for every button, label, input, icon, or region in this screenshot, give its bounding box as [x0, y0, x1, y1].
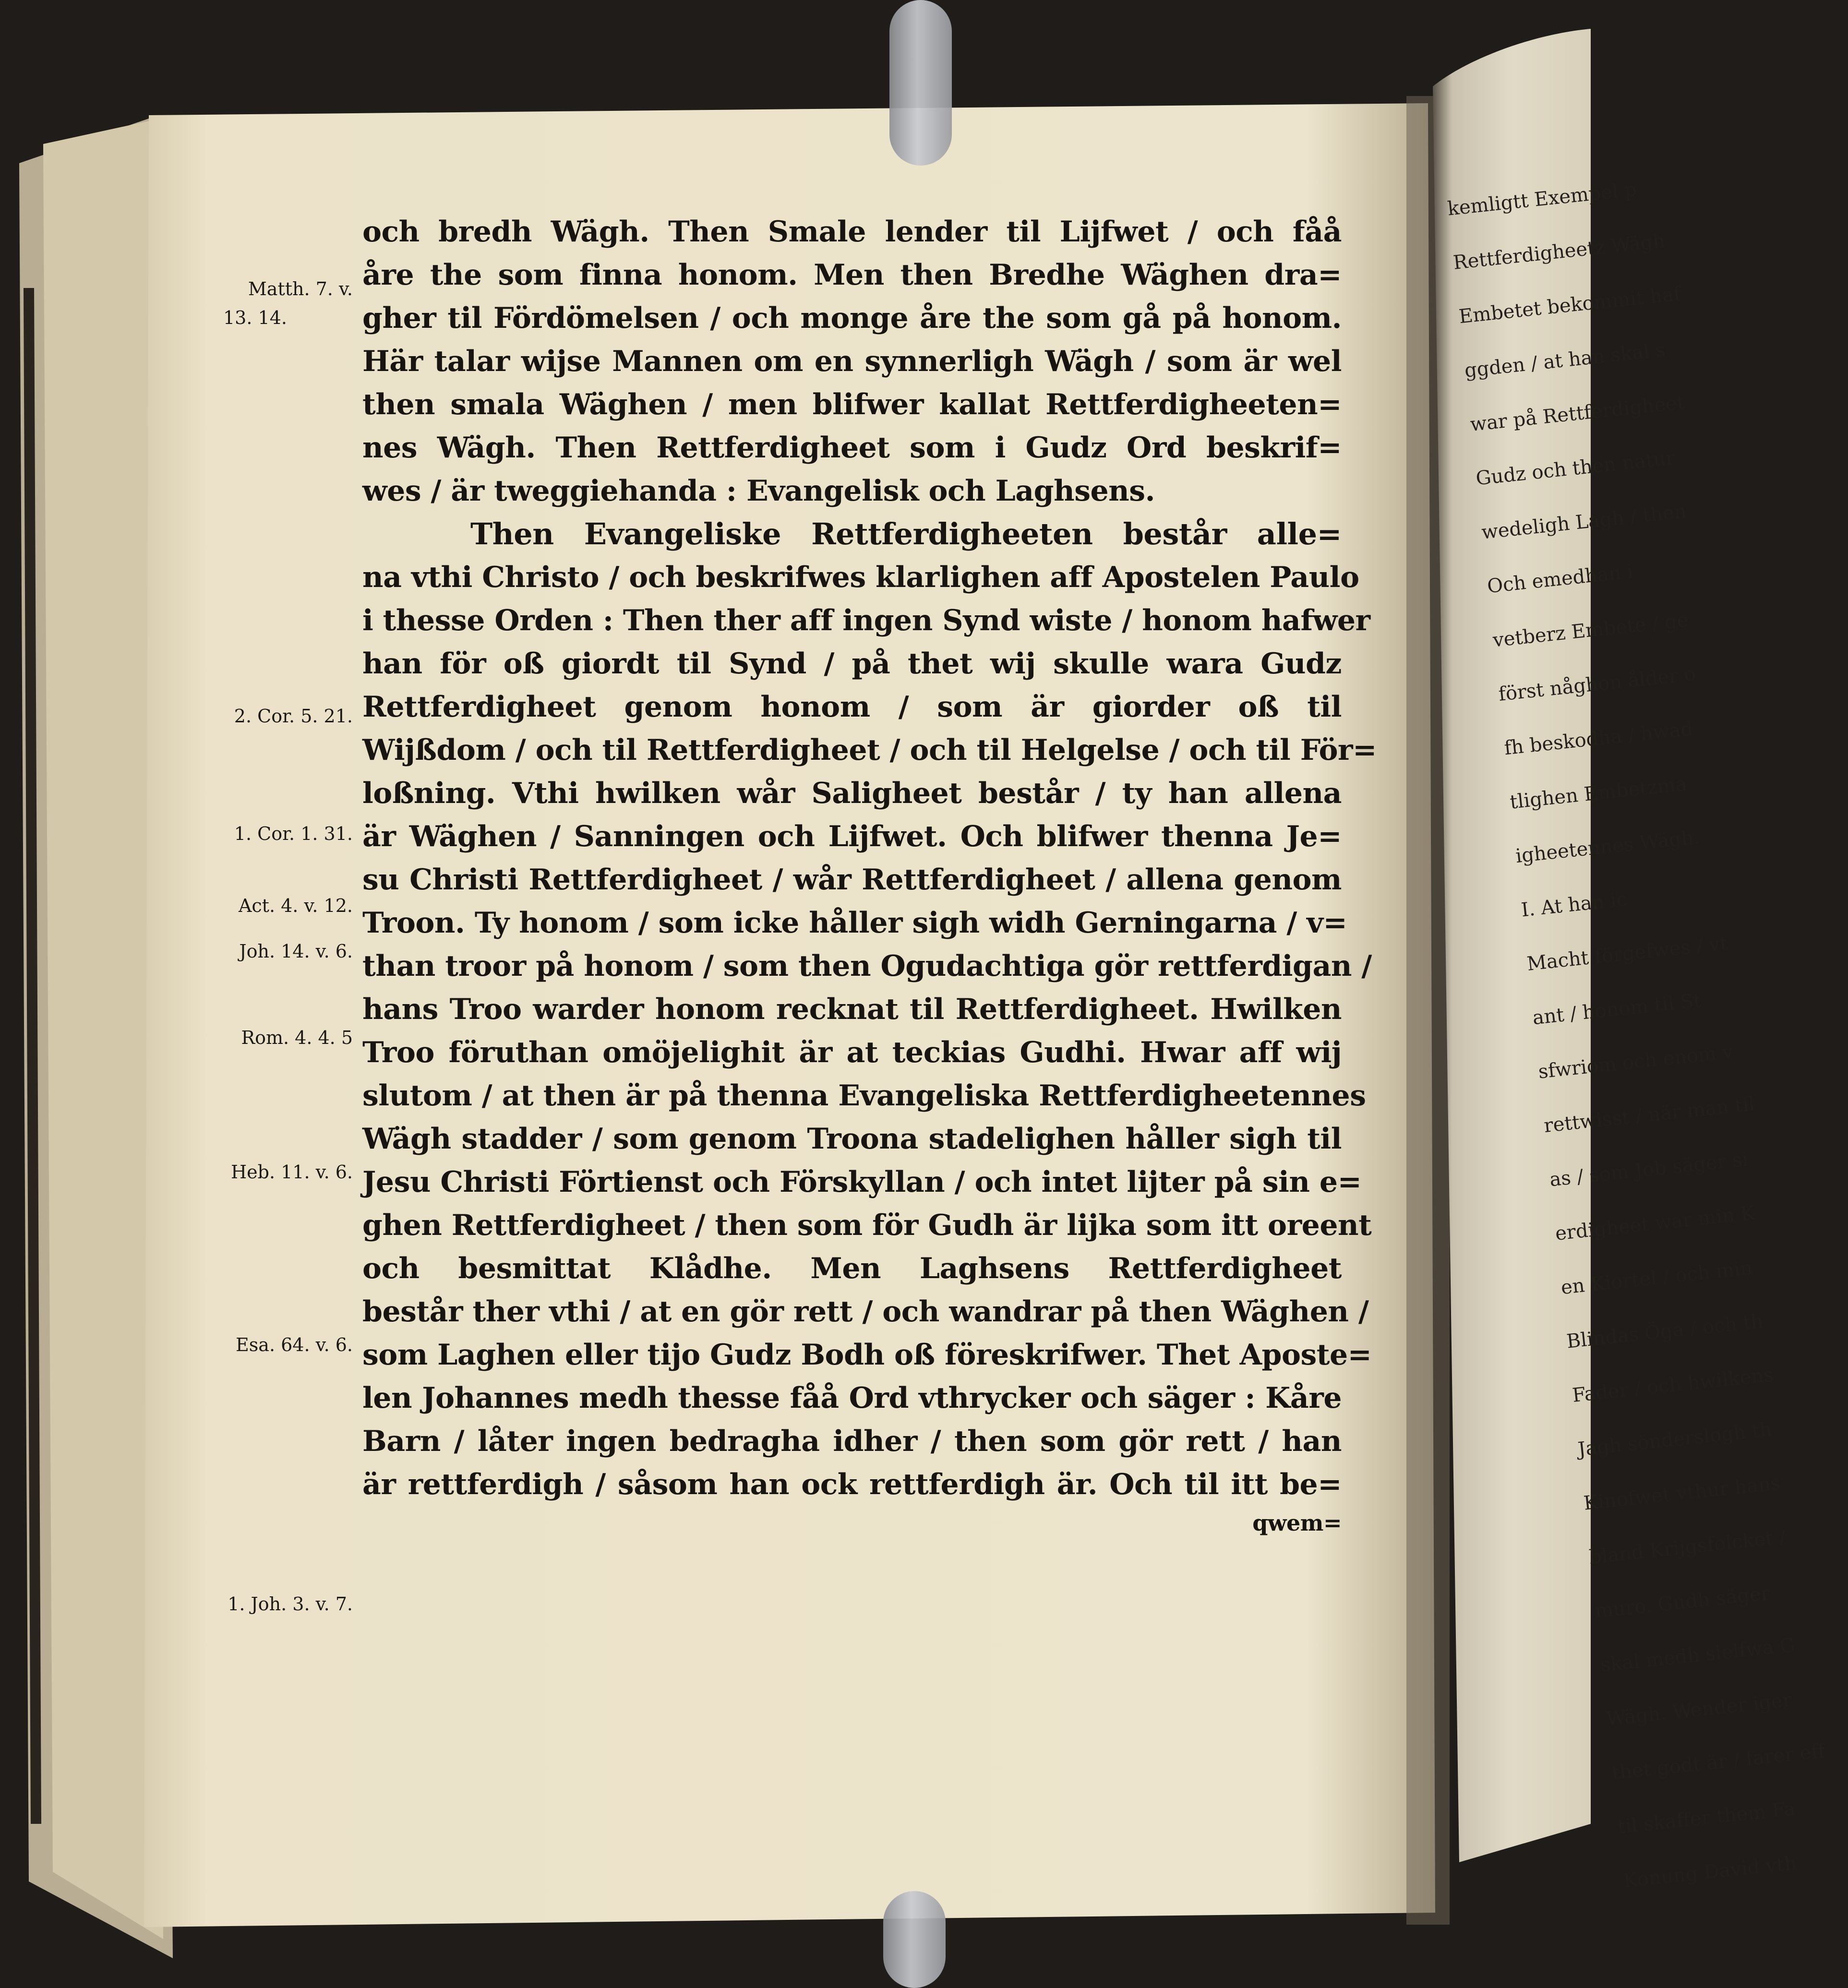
margin-note: Heb. 11. v. 6.: [231, 1162, 353, 1183]
facing-text-line: rettwisst / när man til: [1543, 1093, 1756, 1138]
margin-note: Rom. 4. 4. 5: [241, 1027, 353, 1048]
facing-text-line: wedeligh Lagh / then: [1480, 500, 1688, 544]
facing-text-line: ant / honom til St: [1531, 989, 1703, 1030]
facing-text-line: tlighen Embetzma: [1509, 773, 1688, 814]
facing-text-line: Fader / och hwilkens: [1571, 1364, 1775, 1407]
facing-text-line: kemligtt Exempel p: [1446, 178, 1638, 220]
facing-text-line: en Kiortel / och min: [1560, 1257, 1754, 1299]
book-clip-top: [889, 0, 952, 166]
facing-text-line: sfwriom och enom v: [1537, 1041, 1734, 1083]
facing-text-line: vetberz Embete / ge: [1491, 609, 1690, 652]
text-line: som Laghen eller tijo Gudz Bodh oß föreskrifwer. Thet Aposte=: [362, 1338, 1372, 1372]
text-line: Här talar wijse Mannen om en synnerligh Wägh / som är wel: [362, 345, 1342, 378]
text-line: hans Troo warder honom recknat til Rettferdigheet. Hwilken: [362, 993, 1342, 1026]
text-line: Jesu Christi Förtienst och Förskyllan / och intet lijter på sin e=: [362, 1165, 1362, 1199]
margin-note: Matth. 7. v.: [248, 278, 353, 299]
facing-text-line: muro. Gudh säger: [1594, 1582, 1771, 1623]
text-line: Troon. Ty honom / som icke håller sigh widh Gerningarna / v=: [362, 906, 1347, 940]
margin-note: Act. 4. v. 12.: [238, 895, 353, 916]
text-line: är rettferdigh / såsom han ock rettferdigh är. Och til itt be=: [362, 1468, 1342, 1501]
margin-note: 1. Cor. 1. 31.: [234, 823, 353, 844]
text-line: Wijßdom / och til Rettferdigheet / och til Helgelse / och til För=: [362, 733, 1377, 767]
text-line: består ther vthi / at en gör rett / och wandrar på then Wäghen /: [362, 1295, 1369, 1329]
text-line: och besmittat Klådhe. Men Laghsens Rettferdigheet: [362, 1252, 1342, 1285]
facing-text-line: Blindas Öga / och th: [1565, 1310, 1764, 1353]
margin-note: 13. 14.: [223, 307, 287, 328]
text-line: than troor på honom / som then Ogudachtiga gör rettferdigan /: [362, 949, 1372, 983]
text-line: i thesse Orden : Then ther aff ingen Synd wiste / honom hafwer: [362, 604, 1370, 637]
facing-text-line: as / som Job säger si: [1548, 1148, 1750, 1191]
margin-note: 2. Cor. 5. 21.: [234, 706, 353, 727]
facing-text-line: ggden / at han skal s: [1463, 339, 1667, 382]
text-line: wes / är tweggiehanda : Evangelisk och Laghsens.: [362, 474, 1155, 508]
text-line: su Christi Rettferdigheet / wår Rettferdigheet / allena genom: [362, 863, 1342, 897]
facing-text-line: Embetet bekommit haf: [1458, 283, 1682, 328]
facing-text-line: fh beskodha / hwad: [1503, 718, 1694, 760]
facing-text-line: til skaffer them Fa: [1616, 1797, 1797, 1838]
text-line: len Johannes medh thesse fåå Ord vthrycker och säger : Kåre: [362, 1381, 1342, 1415]
catchword: qwem=: [1252, 1510, 1342, 1536]
facing-text-line: igheetennes Wägh.: [1514, 826, 1701, 868]
text-line: Wägh stadder / som genom Troona stadelighen håller sigh til: [362, 1122, 1342, 1156]
facing-text-line: Rettferdigheetz Wägh: [1452, 229, 1666, 274]
text-line: slutom / at then är på thenna Evangeliska Rettferdigheetennes: [362, 1079, 1366, 1113]
text-line: Rettferdigheet genom honom / som är giorder oß til: [362, 690, 1342, 724]
text-line: na vthi Christo / och beskrifwes klarlighen aff Apostelen Paulo: [362, 561, 1359, 594]
facing-text-line: bland Krijgsfolcket /: [1588, 1526, 1787, 1569]
text-line: han för oß giordt til Synd / på thet wij skulle wara Gudz: [362, 647, 1342, 681]
facing-text-line: thet godt är / farer eff: [1610, 1740, 1826, 1784]
text-line: ghen Rettferdigheet / then som för Gudh är lijka som itt oreent: [362, 1209, 1372, 1242]
facing-text-line: Gudz och then natur: [1475, 447, 1676, 490]
book-clip-bottom: [883, 1891, 946, 1988]
facing-text-line: Jagh sönderslogh th: [1577, 1418, 1773, 1461]
text-line: är Wäghen / Sanningen och Lijfwet. Och blifwer thenna Je=: [362, 820, 1342, 853]
facing-text-line: I. At han ic: [1520, 888, 1629, 922]
margin-note: Esa. 64. v. 6.: [236, 1334, 353, 1355]
text-line: och bredh Wägh. Then Smale lender til Lijfwet / och fåå: [362, 215, 1342, 249]
margin-note: 1. Joh. 3. v. 7.: [228, 1593, 353, 1615]
text-line: Troo föruthan omöjelighit är at teckias Gudhi. Hwar aff wij: [362, 1036, 1342, 1069]
facing-text-line: Kinofwet vthur hans: [1582, 1472, 1782, 1515]
text-line: Then Evangeliske Rettferdigheeten består alle=: [470, 516, 1342, 551]
facing-text-line: Och emedhan i: [1486, 560, 1634, 598]
facing-text-line: Konung David vth: [1622, 1852, 1798, 1892]
text-line: then smala Wäghen / men blifwer kallat Rettferdigheeten=: [362, 388, 1342, 421]
text-line: gher til Fördömelsen / och monge åre the som gå på honom.: [362, 301, 1342, 335]
text-line: åre the som finna honom. Men then Bredhe Wäghen dra=: [362, 258, 1342, 292]
text-line: loßning. Vthi hwilken wår Saligheet består / ty han allena: [362, 777, 1342, 810]
main-text-block: [362, 210, 1377, 1540]
facing-text-line: war på Rettferdigheet: [1469, 391, 1686, 436]
text-line: nes Wägh. Then Rettferdigheet som i Gudz Ord beskrif=: [362, 431, 1342, 465]
text-line: Barn / låter ingen bedragha idher / then som gör rett / han: [362, 1425, 1342, 1458]
facing-text-line: Wägh. Wender iger: [1605, 1689, 1793, 1731]
margin-note: Joh. 14. v. 6.: [239, 941, 353, 962]
facing-text-line: först någhon ålder o: [1497, 663, 1697, 706]
facing-text-line: erdigheet war min K: [1554, 1202, 1756, 1245]
facing-text-line: Macht förgefwes / vt: [1525, 932, 1729, 975]
facing-text-line: skal medh sielfwa G: [1599, 1634, 1797, 1677]
